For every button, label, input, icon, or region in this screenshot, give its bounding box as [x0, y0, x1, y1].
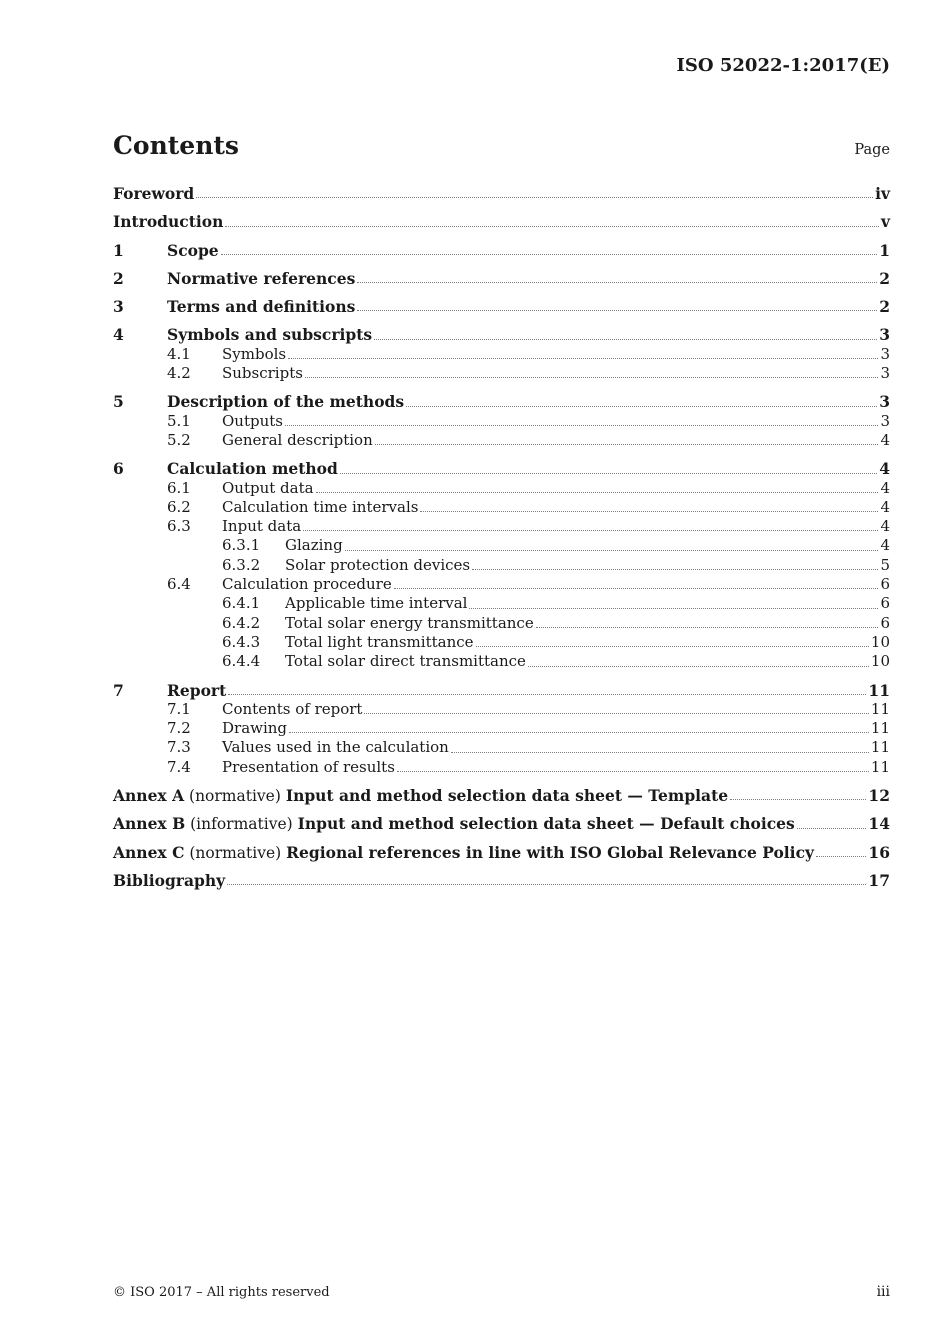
toc-entry-page: 11 — [870, 699, 890, 718]
toc-entry[interactable] — [113, 269, 890, 288]
toc-entry-title: Total light transmittance — [285, 632, 474, 651]
toc-entry-title: Total solar energy transmittance — [285, 613, 534, 632]
toc-entry-page: 17 — [868, 870, 890, 890]
toc-entry-number: 7.4 — [167, 757, 191, 776]
toc-entry-number: 6.3.1 — [222, 536, 261, 555]
toc-entry-page: 3 — [880, 364, 890, 383]
toc-entry-title: Bibliography — [113, 870, 226, 890]
toc-entry-number: 6 — [113, 459, 124, 479]
toc-entry[interactable] — [113, 556, 890, 575]
toc-entry-number: 6.1 — [167, 478, 191, 497]
toc-entry-number: 6.4.2 — [222, 613, 261, 632]
toc-entry-page: 4 — [880, 517, 890, 536]
toc-entry[interactable] — [113, 633, 890, 652]
toc-entry-page: 3 — [880, 344, 890, 363]
footer-page-number: iii — [876, 1284, 890, 1300]
dot-leader — [340, 472, 877, 474]
table-of-contents — [113, 184, 890, 890]
toc-entry-number: 2 — [113, 268, 124, 288]
toc-entry-page: v — [880, 212, 890, 232]
toc-entry-title: Scope — [167, 240, 219, 260]
toc-entry-title: Foreword — [113, 184, 195, 203]
toc-entry-number: 7.1 — [167, 699, 191, 718]
toc-entry[interactable] — [113, 431, 890, 450]
toc-entry-number: 6.4 — [167, 575, 191, 594]
toc-entry[interactable] — [113, 325, 890, 344]
annex-type: (normative) — [184, 787, 286, 806]
toc-entry[interactable] — [113, 297, 890, 316]
toc-entry-number: 6.3.2 — [222, 555, 261, 574]
toc-entry-title: Drawing — [222, 719, 288, 738]
dot-leader — [357, 281, 877, 283]
toc-entry-number: 4.1 — [167, 344, 191, 363]
dot-leader — [816, 855, 866, 857]
toc-entry-number: 4 — [113, 325, 124, 345]
document-id: ISO 52022-1:2017(E) — [676, 55, 890, 76]
dot-leader — [797, 827, 867, 829]
dot-leader — [288, 357, 878, 359]
toc-entry-title: Contents of report — [222, 699, 363, 718]
toc-entry-page: 16 — [868, 842, 890, 862]
toc-entry[interactable] — [113, 594, 890, 613]
toc-entry[interactable] — [113, 392, 890, 411]
toc-entry[interactable] — [113, 517, 890, 536]
toc-entry[interactable] — [113, 498, 890, 517]
toc-entry-title: Presentation of results — [222, 757, 395, 776]
toc-entry[interactable] — [113, 843, 890, 862]
toc-entry-page: 3 — [879, 392, 890, 412]
dot-leader — [730, 798, 866, 800]
toc-entry[interactable] — [113, 786, 890, 805]
page-title: Contents — [113, 131, 240, 160]
toc-entry-page: 3 — [879, 325, 890, 345]
toc-entry-number: 3 — [113, 297, 124, 317]
toc-entry-page: 5 — [880, 555, 890, 574]
toc-entry-number: 6.4.4 — [222, 652, 261, 671]
toc-entry-page: 1 — [879, 240, 890, 260]
dot-leader — [397, 770, 869, 772]
toc-entry-title: Outputs — [222, 411, 283, 430]
toc-entry[interactable] — [113, 212, 890, 231]
toc-entry-page: 6 — [880, 575, 890, 594]
toc-entry-title: Introduction — [113, 212, 224, 232]
annex-label: Annex B — [113, 814, 186, 834]
toc-entry[interactable] — [113, 719, 890, 738]
toc-entry-page: 14 — [868, 814, 890, 834]
toc-entry-page: 3 — [880, 411, 890, 430]
toc-entry-page: 11 — [870, 757, 890, 776]
toc-entry-number: 7.2 — [167, 719, 191, 738]
annex-type: (normative) — [184, 843, 287, 862]
toc-entry[interactable] — [113, 459, 890, 478]
toc-entry-title — [113, 814, 795, 834]
dot-leader — [357, 309, 877, 311]
toc-entry-title: Values used in the calculation — [222, 738, 449, 757]
dot-leader — [420, 510, 878, 512]
toc-entry-number: 1 — [113, 240, 124, 260]
toc-entry[interactable] — [113, 412, 890, 431]
toc-entry-number: 6.2 — [167, 497, 191, 516]
toc-entry-page: 4 — [880, 430, 890, 449]
toc-entry-number: 7 — [113, 680, 124, 700]
toc-entry-page: 4 — [879, 459, 890, 479]
toc-entry-page: 2 — [879, 268, 890, 288]
dot-leader — [364, 712, 868, 714]
toc-entry[interactable] — [113, 758, 890, 777]
toc-entry-title: Terms and definitions — [167, 297, 356, 317]
dot-leader — [451, 751, 869, 753]
toc-entry[interactable] — [113, 652, 890, 671]
dot-leader — [305, 376, 879, 378]
toc-entry-number: 5.2 — [167, 430, 191, 449]
toc-entry-title: Total solar direct transmittance — [285, 652, 526, 671]
toc-entry[interactable] — [113, 364, 890, 383]
toc-entry-title: Output data — [222, 478, 314, 497]
dot-leader — [221, 253, 878, 255]
toc-entry-title: Subscripts — [222, 364, 303, 383]
toc-entry-title: Calculation method — [167, 459, 338, 479]
dot-leader — [227, 883, 866, 885]
toc-entry-page: 4 — [880, 497, 890, 516]
toc-entry-number: 6.4.1 — [222, 594, 261, 613]
toc-entry-title: Symbols — [222, 344, 287, 363]
annex-label: Annex A — [113, 786, 185, 806]
dot-leader — [406, 405, 877, 407]
toc-entry-page: 11 — [870, 719, 890, 738]
toc-entry[interactable] — [113, 814, 890, 833]
toc-entry-number: 5.1 — [167, 411, 191, 430]
toc-entry-title: General description — [222, 430, 373, 449]
toc-entry-title — [113, 786, 728, 806]
toc-entry-page: 6 — [880, 613, 890, 632]
toc-entry[interactable] — [113, 871, 890, 890]
toc-entry-number: 4.2 — [167, 364, 191, 383]
dot-leader — [289, 731, 869, 733]
annex-title: Input and method selection data sheet — Template — [285, 786, 729, 806]
toc-entry-page: 2 — [879, 297, 890, 317]
toc-entry-number: 7.3 — [167, 738, 191, 757]
toc-entry-page: 11 — [870, 738, 890, 757]
toc-entry-page: 4 — [880, 536, 890, 555]
dot-leader — [374, 338, 877, 340]
dot-leader — [528, 665, 869, 667]
dot-leader — [225, 225, 879, 227]
annex-title: Regional references in line with ISO Global Relevance Policy — [286, 842, 815, 862]
toc-entry-page: 11 — [868, 680, 890, 700]
toc-entry[interactable] — [113, 345, 890, 364]
dot-leader — [316, 491, 879, 493]
toc-entry-page: 12 — [868, 786, 890, 806]
page-column-label: Page — [854, 142, 890, 158]
dot-leader — [303, 529, 878, 531]
annex-label: Annex C — [113, 842, 185, 862]
toc-entry-number: 6.4.3 — [222, 632, 261, 651]
annex-title: Input and method selection data sheet — Default choices — [297, 814, 795, 834]
toc-entry-page: 10 — [870, 652, 890, 671]
toc-entry-title: Normative references — [167, 268, 356, 288]
toc-entry[interactable] — [113, 700, 890, 719]
toc-entry[interactable] — [113, 738, 890, 757]
toc-entry-title: Applicable time interval — [285, 594, 468, 613]
toc-entry-page: 10 — [870, 632, 890, 651]
dot-leader — [375, 443, 879, 445]
toc-entry-page: 6 — [880, 594, 890, 613]
toc-entry-title: Input data — [222, 517, 302, 536]
toc-entry-number: 6.3 — [167, 517, 191, 536]
toc-entry-title: Report — [167, 680, 227, 700]
toc-entry-title: Calculation procedure — [222, 575, 392, 594]
toc-entry-title: Glazing — [285, 536, 343, 555]
toc-entry-title: Calculation time intervals — [222, 497, 419, 516]
toc-entry-title — [113, 843, 814, 863]
footer-copyright: © ISO 2017 – All rights reserved — [113, 1285, 330, 1300]
toc-entry-page: iv — [875, 184, 890, 203]
toc-entry-title: Description of the methods — [167, 392, 405, 412]
toc-entry[interactable] — [113, 681, 890, 700]
dot-leader — [285, 424, 878, 426]
dot-leader — [394, 587, 879, 589]
toc-entry-title: Solar protection devices — [285, 555, 471, 574]
dot-leader — [536, 626, 879, 628]
toc-entry[interactable] — [113, 241, 890, 260]
dot-leader — [228, 693, 866, 695]
dot-leader — [476, 645, 869, 647]
toc-entry[interactable] — [113, 184, 890, 203]
toc-entry[interactable] — [113, 614, 890, 633]
toc-entry[interactable] — [113, 479, 890, 498]
dot-leader — [196, 196, 873, 198]
toc-entry[interactable] — [113, 536, 890, 555]
dot-leader — [472, 568, 878, 570]
toc-entry-number: 5 — [113, 392, 124, 412]
toc-entry[interactable] — [113, 575, 890, 594]
annex-type: (informative) — [185, 815, 298, 834]
dot-leader — [469, 607, 878, 609]
toc-entry-title: Symbols and subscripts — [167, 325, 373, 345]
toc-entry-page: 4 — [880, 478, 890, 497]
dot-leader — [345, 549, 879, 551]
